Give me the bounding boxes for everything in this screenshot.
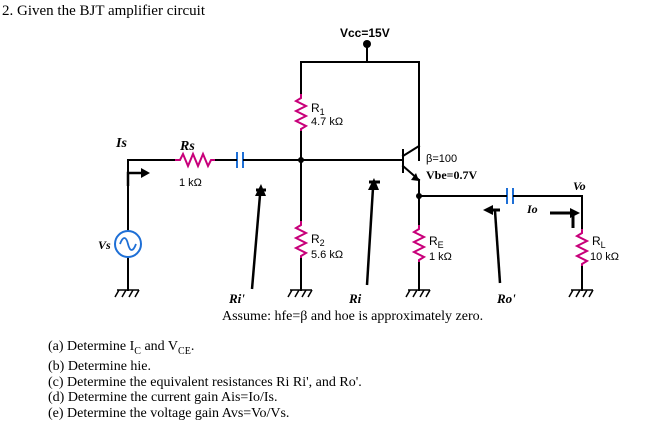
r2-value: 5.6 kΩ — [311, 249, 344, 261]
beta-label: β=100 — [426, 153, 458, 165]
question-a-end: . — [190, 339, 195, 354]
rl-name: R — [592, 234, 601, 248]
vcc-label: Vcc=15V — [340, 26, 390, 40]
ro-prime-label: Ro' — [497, 291, 516, 306]
ground-vs — [115, 290, 139, 297]
ground-re — [406, 290, 430, 297]
question-b: (b) Determine hie. — [48, 359, 152, 375]
rl-sub: L — [600, 240, 606, 250]
question-d: (d) Determine the current gain Ais=Io/Is. — [48, 390, 278, 406]
io-current-arrow — [550, 200, 580, 228]
r2-sub: 2 — [319, 238, 325, 248]
re-name: R — [429, 234, 438, 248]
question-a — [48, 339, 362, 359]
is-current-arrow — [128, 168, 150, 186]
question-a-sub-c: C — [134, 345, 141, 357]
vo-label: Vo — [573, 179, 586, 193]
question-a-text: (a) Determine I — [48, 339, 135, 354]
r1-value: 4.7 kΩ — [311, 116, 344, 128]
question-c: (c) Determine the equivalent resistances Ri Ri', and Ro'. — [48, 374, 362, 390]
ri-prime-arrow — [252, 184, 266, 289]
is-label: Is — [116, 136, 127, 151]
rs-resistor — [176, 154, 216, 166]
vs-label: Vs — [98, 238, 111, 252]
problem-title: 2. Given the BJT amplifier circuit — [2, 3, 206, 19]
io-label: Io — [527, 202, 538, 216]
re-resistor — [414, 226, 424, 263]
r2-resistor — [296, 222, 306, 259]
rs-label: Rs — [180, 139, 195, 154]
ri-prime-label: Ri' — [229, 291, 245, 306]
rl-value: 10 kΩ — [590, 251, 620, 263]
emitter-junction-dot — [416, 193, 422, 199]
r1-name: R — [311, 101, 320, 115]
question-e: (e) Determine the voltage gain Avs=Vo/Vs. — [48, 405, 290, 421]
ground-rl — [569, 290, 593, 297]
r2-name: R — [311, 232, 320, 246]
ro-prime-arrow — [483, 205, 500, 283]
re-sub: E — [437, 240, 444, 250]
vbe-label: Vbe=0.7V — [426, 168, 478, 182]
question-a-mid: and V — [140, 339, 179, 354]
base-junction-dot — [298, 157, 304, 163]
r1-label — [311, 101, 325, 117]
question-a-sub-ce: CE — [178, 345, 191, 357]
rl-resistor — [577, 230, 587, 267]
rs-value: 1 kΩ — [179, 177, 202, 189]
transistor-collector-leg — [403, 146, 419, 156]
re-value: 1 kΩ — [429, 251, 452, 263]
ri-arrow — [367, 178, 380, 285]
ri-label: Ri — [349, 291, 362, 306]
r1-resistor — [296, 95, 306, 132]
question-list — [48, 339, 362, 421]
ground-r2 — [288, 290, 312, 297]
assumption-text: Assume: hfe=β and hoe is approximately zero. — [222, 309, 484, 324]
r2-label — [311, 232, 325, 248]
r1-sub: 1 — [319, 107, 325, 117]
re-label — [429, 234, 444, 250]
vcc-terminal-dot — [363, 40, 371, 48]
rl-label — [592, 234, 606, 250]
